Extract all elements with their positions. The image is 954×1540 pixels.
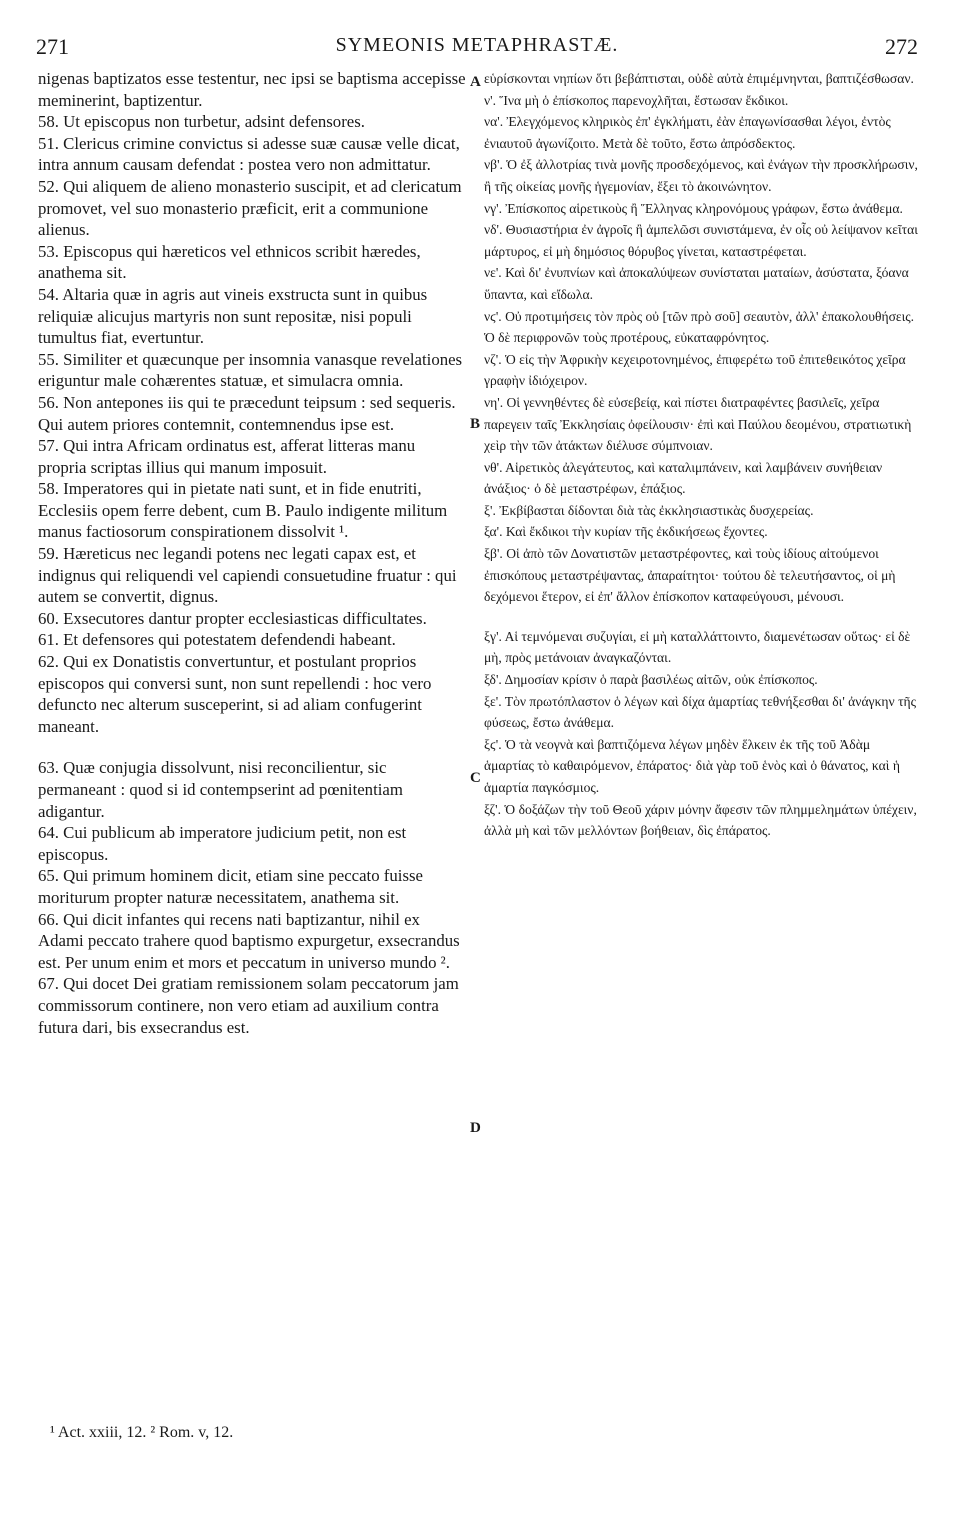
greek-canon-51 — [484, 111, 918, 154]
greek-canon-text: νη'. Οἱ γεννηθέντες δὲ εὐσεβείᾳ, καὶ πίστει διατραφέντες βασιλεῖς, χεῖρα παρεγειν ταῖς Ἐκκλησίαις ὀφείλουσιν· ἐπὶ καὶ Παύλου δεομένου, στρατιωτικὴ χεὶρ τὴν τῶν ἀτάκτων διέλυσε σύμπνοιαν. — [484, 394, 912, 454]
greek-canon-text: νε'. Καὶ δι' ἐνυπνίων καὶ ἀποκαλύψεων συνίσταται ματαίων, ἀσύστατα, ξόανα ὕπαντα, καὶ εἴδωλα. — [484, 265, 909, 302]
latin-canon-63 — [38, 757, 466, 822]
greek-canon-text: ξγ'. Αἱ τεμνόμεναι συζυγίαι, εἰ μὴ καταλλάττοιντο, διαμενέτωσαν οὕτως· εἰ δὲ μὴ, πρὸς μετάνοιαν ἀναγκαζόνται. — [484, 628, 911, 666]
latin-canon-text: 58. Imperatores qui in pietate nati sunt, et in fide enutriti, Ecclesiis opem ferre debent, cum B. Paulo indigente militum manus factiosorum conspirationem dissolvit ¹. — [38, 479, 448, 542]
greek-canon-text: ξα'. Καὶ ἔκδικοι τὴν κυρίαν τῆς ἐκδικήσεως ἔχοντες. — [484, 524, 768, 540]
margin-marker-b: B — [470, 416, 481, 432]
latin-canon-text: 67. Qui docet Dei gratiam remissionem solam peccatorum jam commissorum continere, non vero etiam ad auxilium contra futura dari, bis exsecrandus est. — [38, 974, 459, 1037]
latin-canon-text: 53. Episcopus qui hæreticos vel ethnicos scribit hæredes, anathema sit. — [38, 241, 421, 283]
latin-canon-text: 56. Non antepones iis qui te præcedunt teipsum : sed sequeris. Qui autem priores contemnit, contemnendus ipse est. — [38, 392, 456, 434]
running-header — [36, 34, 918, 64]
greek-canon-text: ξδ'. Δημοσίαν κρίσιν ὁ παρὰ βασιλέως αἰτῶν, οὐκ ἐπίσκοπος. — [484, 672, 818, 688]
latin-canon-intro — [38, 68, 466, 111]
greek-canon-64 — [484, 669, 918, 691]
latin-canon-54 — [38, 284, 466, 349]
greek-canon-67 — [484, 799, 918, 842]
latin-canon-53 — [38, 241, 466, 284]
greek-canon-intro — [484, 68, 918, 90]
greek-canon-66 — [484, 734, 918, 799]
latin-canon-66 — [38, 909, 466, 974]
latin-canon-text: 66. Qui dicit infantes qui recens nati baptizantur, nihil ex Adami peccato trahere quod baptismo expurgetur, exsecrandus est. Per unum enim et mors et peccatum in universo mundo ². — [38, 909, 460, 972]
latin-canon-67 — [38, 973, 466, 1038]
greek-canon-59 — [484, 457, 918, 500]
margin-marker-c: C — [470, 770, 481, 786]
latin-canon-61 — [38, 629, 466, 651]
greek-canon-55 — [484, 262, 918, 305]
latin-column — [38, 68, 466, 1038]
latin-canon-text: 60. Exsecutores dantur propter ecclesiasticas difficultates. — [38, 608, 427, 628]
greek-canon-text: να'. Ἐλεγχόμενος κληρικὸς ἐπ' ἐγκλήματι, ἐὰν ἐπαγωνίσασθαι λέγοι, ἐντὸς ἐνιαυτοῦ ἀγωνίζοιτο. Μετὰ δὲ τοῦτο, ἔστω ἀπρόσδεκτος. — [484, 114, 891, 151]
latin-canon-text: 55. Similiter et quæcunque per insomnia vanasque revelationes eriguntur male cohærentes statuæ, et simulacra omnia. — [38, 349, 463, 391]
latin-canon-text: nigenas baptizatos esse testentur, nec ipsi se baptisma accepisse meminerint, baptizentur. — [38, 69, 466, 110]
greek-canon-text: ξϛ'. Ὁ τὰ νεογνὰ καὶ βαπτιζόμενα λέγων μηδὲν ἕλκειν ἐκ τῆς τοῦ Ἀδὰμ ἁμαρτίας τὸ καθαιρόμενον, ἐπάρατος· διὰ γὰρ τοῦ ἑνὸς καὶ ὁ θάνατος, καὶ ἡ ἁμαρτία παγκόσμιος. — [484, 736, 900, 795]
latin-canon-60 — [38, 608, 466, 630]
latin-canon-text: 63. Quæ conjugia dissolvunt, nisi reconcilientur, sic permaneant : quod si id contempserint ad pœnitentiam adigantur. — [38, 758, 403, 821]
greek-canon-text: νζ'. Ὁ εἰς τὴν Ἀφρικὴν κεχειροτονημένος, ἐπιφερέτω τοῦ ἐπιτεθεικότος χεῖρα γραφὴν ἰδιόχειρον. — [484, 351, 906, 389]
latin-canon-65 — [38, 865, 466, 908]
greek-canon-61 — [484, 521, 918, 543]
latin-canon-text: 52. Qui aliquem de alieno monasterio suscipit, et ad clericatum promovet, vel suo monasterio præficit, erit a communione alienus. — [38, 176, 462, 240]
greek-canon-text: νγ'. Ἐπίσκοπος αἱρετικοὺς ἢ Ἕλληνας κληρονόμους γράφων, ἔστω ἀνάθεμα. — [484, 200, 903, 216]
margin-marker-a: A — [470, 74, 481, 90]
latin-canon-51 — [38, 133, 466, 176]
latin-canon-text: 57. Qui intra Africam ordinatus est, afferat litteras manu propria scriptas illius qui manum imposuit. — [38, 436, 416, 477]
greek-canon-text: νϛ'. Οὐ προτιμήσεις τὸν πρὸς οὐ [τῶν πρὸ σοῦ] σεαυτὸν, ἀλλ' ἐπακολουθήσεις. Ὁ δὲ περιφρονῶν τοὺς προτέρους, εὐκαταφρόνητος. — [484, 308, 915, 346]
latin-canon-55 — [38, 349, 466, 392]
latin-canon-text: 62. Qui ex Donatistis convertuntur, et postulant proprios episcopos qui conversi sunt, non sunt repellendi : hoc vero defuncto nec alterum susceperint, si ad aliam confugerint maneant. — [38, 652, 432, 736]
running-title: SYMEONIS METAPHRASTÆ. — [335, 34, 619, 56]
greek-canon-text: ξε'. Τὸν πρωτόπλαστον ὁ λέγων καὶ δίχα ἁμαρτίας τεθνήξεσθαι δι' ἀνάγκην τῆς φύσεως, ἔστω ἀνάθεμα. — [484, 693, 917, 731]
latin-canon-59 — [38, 543, 466, 608]
section-gap — [484, 608, 918, 626]
greek-canon-57 — [484, 349, 918, 392]
greek-canon-58 — [484, 392, 918, 457]
latin-canon-text: 51. Clericus crimine convictus si adesse suæ causæ velle dicat, intra annum causam defendat : postea vero non admittatur. — [38, 133, 460, 175]
greek-canon-54 — [484, 219, 918, 262]
greek-canon-52 — [484, 154, 918, 197]
greek-canon-53 — [484, 198, 918, 220]
greek-canon-text: ξ'. Ἐκβίβασται δίδονται διὰ τὰς ἐκκλησιαστικὰς δυσχερείας. — [484, 502, 814, 518]
greek-canon-56 — [484, 306, 918, 349]
latin-canon-50 — [38, 111, 466, 133]
greek-canon-60 — [484, 500, 918, 522]
greek-canon-text: ξβ'. Οἱ ἀπὸ τῶν Δονατιστῶν μεταστρέφοντες, καὶ τοὺς ἰδίους αἰτούμενοι ἐπισκόπους μεταστρέψαντας, ἀπαραίτητοι· τούτου δὲ τελευτήσαντος, οἱ μὴ δεχόμενοι ἕτερον, εἰ ἐπ' ἄλλον ἐπίσκοπον καταφεύγουσι, μένουσι. — [484, 546, 896, 605]
greek-canon-63 — [484, 626, 918, 669]
latin-canon-text: 54. Altaria quæ in agris aut vineis exstructa sunt in quibus reliquiæ alicujus martyris non sunt repositæ, nisi populi tumultus fiat, evertuntur. — [38, 284, 428, 348]
greek-canon-text: ξζ'. Ὁ δοξάζων τὴν τοῦ Θεοῦ χάριν μόνην ἄφεσιν τῶν πλημμελημάτων ὑπέχειν, ἀλλὰ μὴ καὶ τῶν μελλόντων βοήθειαν, δὶς ἐπάρατος. — [484, 801, 917, 839]
latin-canon-52 — [38, 176, 466, 241]
greek-canon-65 — [484, 691, 918, 734]
greek-canon-text: νδ'. Θυσιαστήρια ἐν ἀγροῖς ἢ ἀμπελῶσι συνιστάμενα, ἐν οἷς οὐ λείψανον κεῖται μάρτυρος, εἰ μὴ δημόσιος θόρυβος γίνεται, καταστρέφεται. — [484, 222, 918, 259]
greek-canon-text: εὑρίσκονται νηπίων ὅτι βεβάπτισται, οὐδὲ αὐτὰ ἐπιμέμνηνται, βαπτιζέσθωσαν. — [484, 71, 914, 86]
latin-canon-56 — [38, 392, 466, 435]
greek-canon-text: νβ'. Ὁ ἐξ ἀλλοτρίας τινὰ μονῆς προσδεχόμενος, καὶ ἐνάγων τὴν προσκλήρωσιν, ἢ τῆς οἰκείας μονῆς ἡγεμονίαν, ἕξει τὸ ἀκοινώνητον. — [484, 157, 918, 194]
section-gap — [38, 737, 466, 757]
page-number-right: 272 — [885, 34, 918, 59]
latin-canon-62 — [38, 651, 466, 737]
latin-canon-57 — [38, 435, 466, 478]
footnotes: ¹ Act. xxiii, 12. ² Rom. v, 12. — [50, 1424, 234, 1441]
latin-canon-58 — [38, 478, 466, 543]
latin-canon-text: 59. Hæreticus nec legandi potens nec legati capax est, et indignus qui reliquendi vel capiendi consuetudine fruatur : qui autem se convertit, dignus. — [38, 544, 457, 607]
greek-column — [484, 68, 918, 842]
latin-canon-text: 58. Ut episcopus non turbetur, adsint defensores. — [38, 112, 365, 132]
margin-marker-d: D — [470, 1120, 481, 1136]
greek-canon-text: ν'. Ἵνα μὴ ὁ ἐπίσκοπος παρενοχλῆται, ἔστωσαν ἔκδικοι. — [484, 92, 789, 108]
greek-canon-50 — [484, 90, 918, 112]
latin-canon-text: 64. Cui publicum ab imperatore judicium petit, non est episcopus. — [38, 823, 407, 864]
greek-canon-text: νθ'. Αἱρετικὸς ἀλεγάτευτος, καὶ καταλιμπάνειν, καὶ λαμβάνειν συνήθειαν ἀνάξιος· ὁ δὲ μεταστρέφων, ἐπάξιος. — [484, 459, 883, 497]
latin-canon-text: 65. Qui primum hominem dicit, etiam sine peccato fuisse moriturum propter naturæ necessitatem, anathema sit. — [38, 866, 423, 907]
page-number-left: 271 — [36, 34, 69, 59]
latin-canon-64 — [38, 822, 466, 865]
greek-canon-62 — [484, 543, 918, 608]
latin-canon-text: 61. Et defensores qui potestatem defendendi habeant. — [38, 630, 396, 650]
